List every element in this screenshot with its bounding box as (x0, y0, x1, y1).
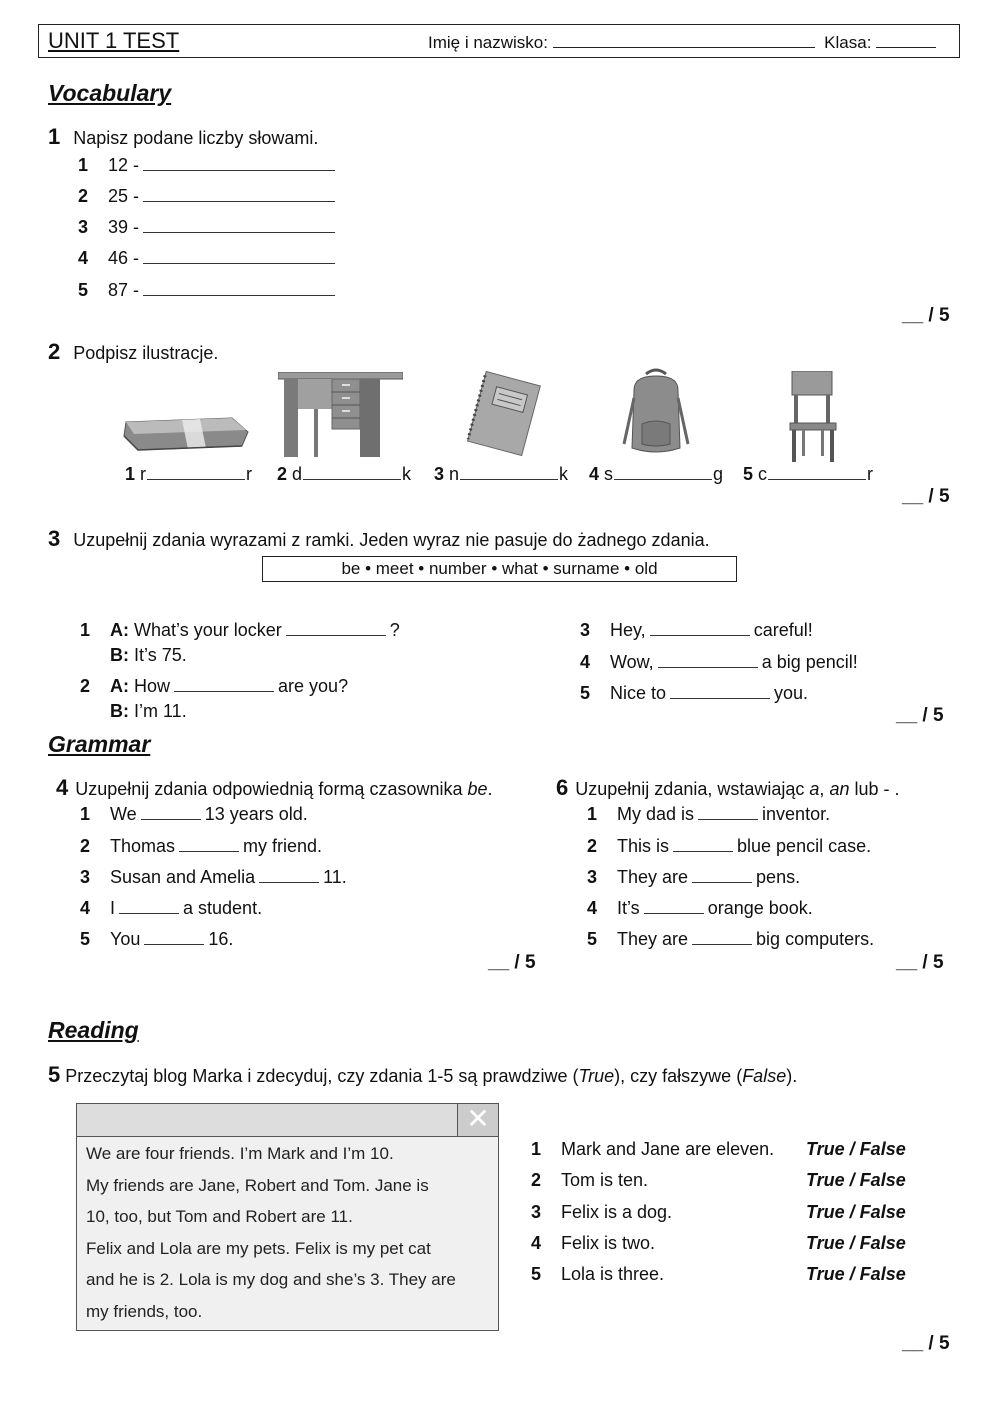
item-number: 2 (587, 836, 598, 856)
sentence-start: Susan and Amelia (110, 867, 256, 887)
list-item (587, 867, 800, 888)
item-text: 25 - (108, 186, 140, 206)
item-number: 1 (587, 804, 598, 824)
eraser-icon (120, 412, 252, 454)
item-number: 1 (531, 1139, 542, 1159)
answer-blank[interactable] (147, 478, 245, 480)
item-number: 4 (587, 898, 598, 918)
sentence-start: Nice to (610, 683, 667, 703)
answer-blank[interactable] (768, 478, 866, 480)
item-number: 1 (80, 620, 91, 640)
list-item (78, 280, 339, 301)
answer-blank[interactable] (460, 478, 558, 480)
ex6-heading: 6 Uzupełnij zdania, wstawiając a, an lub - . (556, 775, 900, 800)
ex3-number: 3 (48, 526, 61, 551)
true-false-choice[interactable]: True / False (806, 1139, 906, 1159)
sentence-start: It’s (617, 898, 640, 918)
answer-blank[interactable] (143, 262, 335, 264)
answer-blank[interactable] (143, 294, 335, 296)
ex6-number: 6 (556, 775, 569, 800)
ex2-heading (48, 339, 218, 365)
item-number: 5 (531, 1264, 542, 1284)
blog-window (76, 1103, 499, 1331)
answer-blank[interactable] (673, 850, 733, 852)
sentence-start: My dad is (617, 804, 695, 824)
sentence-end: 11. (323, 867, 347, 887)
close-icon[interactable]: ✕ (457, 1104, 498, 1136)
item-number: 3 (580, 620, 591, 640)
sentence-start: Wow, (610, 652, 654, 672)
chair-icon (788, 371, 838, 463)
speaker-b: B: (110, 645, 129, 665)
ex3-item-2a (80, 676, 348, 697)
sentence-text: I’m 11. (134, 701, 187, 721)
true-false-choice[interactable]: True / False (806, 1202, 906, 1222)
notebook-icon (462, 369, 542, 457)
list-item (78, 217, 339, 238)
item-number: 5 (587, 929, 598, 949)
item-number: 2 (80, 676, 91, 696)
ex6-option-an: an (829, 779, 850, 799)
answer-blank[interactable] (143, 200, 335, 202)
answer-blank[interactable] (141, 818, 201, 820)
answer-blank[interactable] (144, 943, 204, 945)
list-item (78, 248, 339, 269)
sentence-start: I (110, 898, 116, 918)
sentence-end: inventor. (762, 804, 831, 824)
list-item (587, 836, 871, 857)
item-number: 4 (589, 464, 600, 484)
item-text: 46 - (108, 248, 140, 268)
name-field[interactable] (553, 46, 815, 48)
item-number: 2 (78, 186, 89, 206)
item-number: 3 (78, 217, 89, 237)
ex5-number: 5 (48, 1062, 61, 1087)
blog-line: My friends are Jane, Robert and Tom. Jane is (86, 1175, 429, 1195)
ex3-item-1b (110, 645, 187, 666)
statement-text: Mark and Jane are eleven. (561, 1139, 775, 1159)
answer-blank[interactable] (303, 478, 401, 480)
ex3-item-1a (80, 620, 400, 641)
grammar-title: Grammar (48, 731, 151, 757)
item-number: 5 (743, 464, 754, 484)
ex5-instruction: Przeczytaj blog Marka i zdecyduj, czy zdania 1-5 są prawdziwe ( (65, 1066, 579, 1086)
ex4-instruction-verb: be (467, 779, 488, 799)
item-number: 2 (80, 836, 91, 856)
ex5-instruction-mid: ), czy fałszywe ( (614, 1066, 743, 1086)
sentence-end: a student. (183, 898, 263, 918)
picture-label (434, 464, 568, 485)
speaker-a: A: (110, 620, 129, 640)
word-box: be • meet • number • what • surname • old (262, 556, 737, 582)
item-number: 1 (80, 804, 91, 824)
sentence-end: big computers. (756, 929, 875, 949)
ex1-number: 1 (48, 124, 61, 149)
ex6-instruction: Uzupełnij zdania, wstawiając (575, 779, 805, 799)
blog-line: 10, too, but Tom and Robert are 11. (86, 1207, 353, 1226)
ex5-false-word: False (742, 1066, 787, 1086)
answer-blank[interactable] (614, 478, 712, 480)
ex1-score: __ / 5 (902, 305, 950, 326)
ex4-score: __ / 5 (488, 952, 536, 973)
ex4-heading (56, 775, 493, 801)
ex4-instruction-end: . (487, 779, 493, 799)
answer-blank[interactable] (644, 912, 704, 914)
list-item (80, 898, 262, 919)
picture-label (743, 464, 873, 485)
ex5-true-word: True (578, 1066, 615, 1086)
statement-row (531, 1139, 774, 1160)
ex4-instruction: Uzupełnij zdania odpowiednią formą czasownika (75, 779, 463, 799)
item-text: 39 - (108, 217, 140, 237)
ex6-score: __ / 5 (896, 952, 944, 973)
answer-blank[interactable] (658, 666, 758, 668)
item-number: 4 (580, 652, 591, 672)
sentence-start: How (134, 676, 171, 696)
sentence-end: are you? (278, 676, 349, 696)
ex1-heading (48, 124, 318, 150)
ex6-instruction-end: lub - . (854, 779, 900, 799)
sentence-start: You (110, 929, 141, 949)
statement-row (531, 1233, 655, 1254)
ex5-heading (48, 1062, 797, 1088)
name-label: Imię i nazwisko: (428, 33, 548, 52)
list-item (587, 898, 813, 919)
ex5-instruction-end: ). (786, 1066, 798, 1086)
ex5-score: __ / 5 (902, 1333, 950, 1354)
ex3-item-3 (580, 620, 813, 641)
answer-blank[interactable] (119, 912, 179, 914)
sentence-end: blue pencil case. (737, 836, 872, 856)
end-letter: g (713, 464, 724, 484)
answer-blank[interactable] (259, 881, 319, 883)
test-title: UNIT 1 TEST (48, 28, 180, 53)
item-number: 4 (80, 898, 91, 918)
answer-blank[interactable] (698, 818, 758, 820)
ex3-item-4 (580, 652, 858, 673)
item-number: 5 (78, 280, 89, 300)
ex3-heading (48, 526, 710, 552)
item-number: 4 (78, 248, 89, 268)
answer-blank[interactable] (692, 943, 752, 945)
sentence-start: Thomas (110, 836, 176, 856)
sentence-end: a big pencil! (761, 652, 858, 672)
start-letter: n (449, 464, 460, 484)
picture-label (589, 464, 723, 485)
list-item (587, 804, 830, 825)
statement-text: Tom is ten. (561, 1170, 649, 1190)
blog-line: Felix and Lola are my pets. Felix is my pet cat (86, 1238, 431, 1258)
desk-icon (278, 372, 403, 458)
list-item (80, 867, 347, 888)
answer-blank[interactable] (670, 697, 770, 699)
sentence-end: pens. (756, 867, 801, 887)
item-number: 3 (434, 464, 445, 484)
sentence-start: Hey, (610, 620, 646, 640)
blog-line: my friends, too. (86, 1301, 203, 1321)
ex2-instruction: Podpisz ilustracje. (73, 343, 219, 363)
answer-blank[interactable] (286, 634, 386, 636)
sentence-start: What’s your locker (134, 620, 282, 640)
class-field[interactable] (876, 46, 936, 48)
true-false-choice[interactable]: True / False (806, 1233, 906, 1253)
picture-label (277, 464, 411, 485)
sentence-text: It’s 75. (134, 645, 187, 665)
picture-label (125, 464, 252, 485)
end-letter: r (867, 464, 874, 484)
sentence-end: 13 years old. (204, 804, 308, 824)
ex1-instruction: Napisz podane liczby słowami. (73, 128, 319, 148)
item-number: 4 (531, 1233, 542, 1253)
ex4-number: 4 (56, 775, 69, 800)
blog-line: and he is 2. Lola is my dog and she’s 3. They are (86, 1270, 456, 1289)
blog-text (86, 1138, 491, 1327)
item-number: 2 (277, 464, 288, 484)
sentence-end: orange book. (707, 898, 813, 918)
answer-blank[interactable] (143, 169, 335, 171)
start-letter: d (292, 464, 303, 484)
item-number: 3 (587, 867, 598, 887)
statement-row (531, 1170, 648, 1191)
list-item (78, 155, 339, 176)
list-item (78, 186, 339, 207)
end-letter: k (559, 464, 569, 484)
sentence-start: They are (617, 867, 689, 887)
statement-row (531, 1264, 664, 1285)
answer-blank[interactable] (174, 690, 274, 692)
item-number: 1 (78, 155, 89, 175)
speaker-a: A: (110, 676, 129, 696)
sentence-end: 16. (208, 929, 234, 949)
list-item (80, 804, 308, 825)
backpack-icon (620, 368, 692, 458)
item-number: 3 (531, 1202, 542, 1222)
item-text: 87 - (108, 280, 140, 300)
ex2-score: __ / 5 (902, 486, 950, 507)
vocabulary-title: Vocabulary (48, 80, 172, 106)
statement-row (531, 1202, 672, 1223)
item-number: 5 (580, 683, 591, 703)
header-fields (428, 33, 936, 53)
ex3-item-2b (110, 701, 187, 722)
sentence-end: careful! (753, 620, 813, 640)
item-text: 12 - (108, 155, 140, 175)
sentence-start: We (110, 804, 137, 824)
blog-line: We are four friends. I’m Mark and I’m 10. (86, 1144, 394, 1163)
sentence-start: This is (617, 836, 670, 856)
statement-text: Felix is two. (561, 1233, 656, 1253)
answer-blank[interactable] (692, 881, 752, 883)
start-letter: s (604, 464, 614, 484)
start-letter: r (140, 464, 147, 484)
ex3-score: __ / 5 (896, 705, 944, 726)
list-item (587, 929, 874, 950)
ex3-instruction: Uzupełnij zdania wyrazami z ramki. Jeden wyraz nie pasuje do żadnego zdania. (73, 530, 710, 550)
speaker-b: B: (110, 701, 129, 721)
sentence-start: They are (617, 929, 689, 949)
answer-blank[interactable] (143, 231, 335, 233)
statement-text: Lola is three. (561, 1264, 665, 1284)
sentence-end: you. (774, 683, 809, 703)
start-letter: c (758, 464, 768, 484)
sentence-end: ? (389, 620, 400, 640)
item-number: 2 (531, 1170, 542, 1190)
end-letter: r (246, 464, 253, 484)
ex2-number: 2 (48, 339, 61, 364)
true-false-choice[interactable]: True / False (806, 1264, 906, 1284)
list-item (80, 929, 233, 950)
item-number: 5 (80, 929, 91, 949)
blog-title-bar (77, 1104, 498, 1137)
item-number: 3 (80, 867, 91, 887)
sentence-end: my friend. (243, 836, 323, 856)
class-label: Klasa: (824, 33, 872, 52)
answer-blank[interactable] (179, 850, 239, 852)
end-letter: k (402, 464, 412, 484)
statement-text: Felix is a dog. (561, 1202, 673, 1222)
item-number: 1 (125, 464, 136, 484)
true-false-choice[interactable]: True / False (806, 1170, 906, 1190)
answer-blank[interactable] (650, 634, 750, 636)
reading-title: Reading (48, 1017, 139, 1043)
list-item (80, 836, 322, 857)
ex3-item-5 (580, 683, 808, 704)
ex6-option-a: a (809, 779, 820, 799)
